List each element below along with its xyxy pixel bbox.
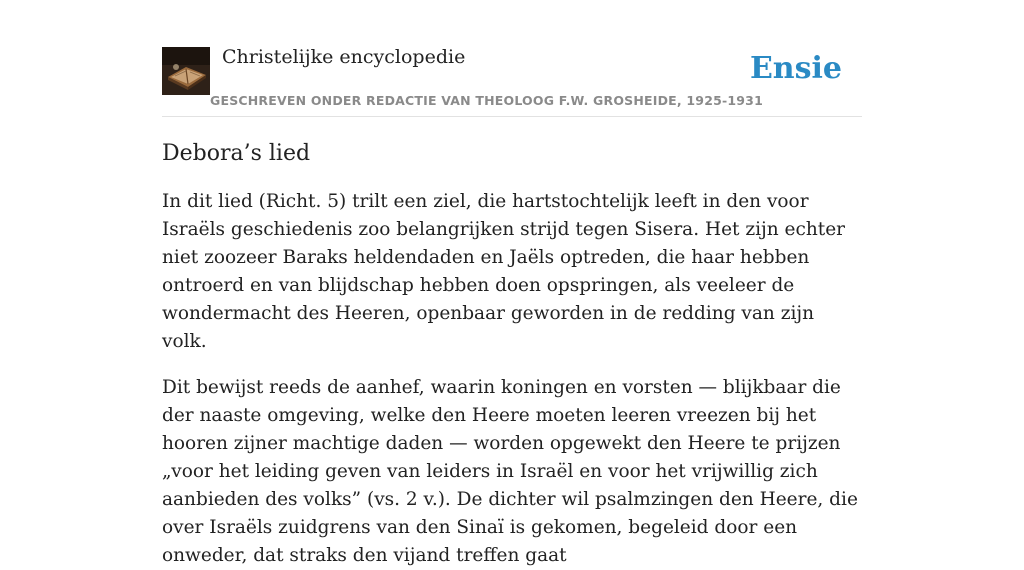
site-subtitle: GESCHREVEN ONDER REDACTIE VAN THEOLOOG F.W. GROSHEIDE, 1925-1931: [210, 93, 763, 108]
site-header: [162, 0, 862, 117]
article-paragraph: Dit bewijst reeds de aanhef, waarin koningen en vorsten — blijkbaar die der naaste omgeving, welke den Heere moeten leeren vreezen bij het hooren zijner machtige daden — worden opgewekt den Heere te prijzen „voor het leiding geven van leiders in Israël en voor het vrijwillig zich aanbieden des volks” (vs. 2 v.). De dichter wil psalmzingen den Heere, die over Israëls zuidgrens van den Sinaï is gekomen, begeleid door een onweder, dat straks den vijand treffen gaat: [162, 377, 858, 566]
article-paragraph: In dit lied (Richt. 5) trilt een ziel, die hartstochtelijk leeft in den voor Israëls geschiedenis zoo belangrijken strijd tegen Sisera. Het zijn echter niet zoozeer Baraks heldendaden en Jaëls optreden, die haar hebben ontroerd en van blijdschap hebben doen opspringen, als veeleer de wondermacht des Heeren, openbaar geworden in de redding van zijn volk.: [162, 191, 846, 352]
article: [162, 138, 862, 570]
brand-logo[interactable]: Ensie: [749, 51, 842, 86]
book-logo-icon[interactable]: [162, 47, 210, 95]
article-title: Debora’s lied: [162, 141, 311, 166]
site-title[interactable]: Christelijke encyclopedie: [222, 46, 466, 68]
